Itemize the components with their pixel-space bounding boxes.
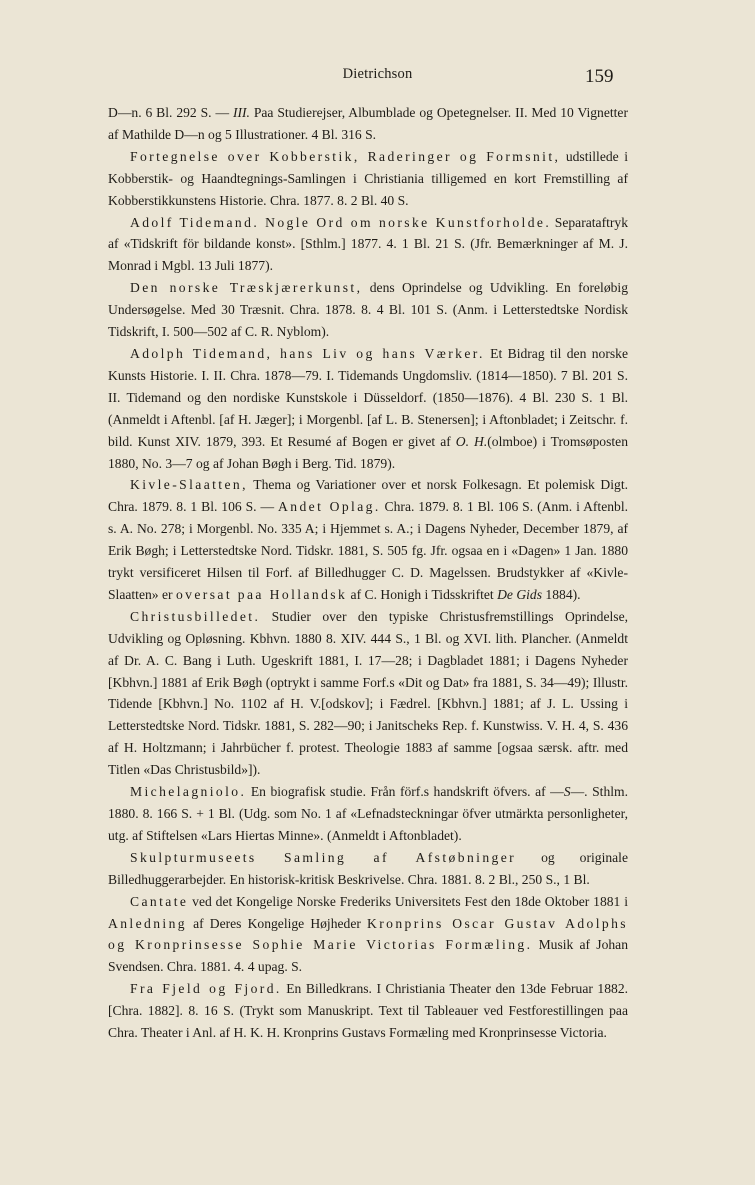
entry-text: Et Bidrag til den norske Kunsts Historie. I. II. Chra. 1878—79. I. Tidemands Ungdomsliv. (1814—1850). 7 Bl. 201 S. II. Tidemand og den nordiske Kunstskole i Düsseldorf. (1850—1876). 4 Bl. 230 S. 1 Bl. (Anmeldt i Aftenbl. [af H. Jæger]; i Morgenbl. [af L. B. Stenersen]; i Aftonbladet; i Zeitschr. f. bild. Kunst XIV. 1879, 393. Et Resumé af Bogen er givet af bbox=[108, 345, 628, 449]
entry-text: af Deres Kongelige Højheder bbox=[187, 915, 368, 931]
spaced-title: Adolph Tidemand, hans Liv og hans Værker. bbox=[130, 345, 485, 361]
entry-text: Studier over den typiske Christusfremstillings Oprindelse, Udvikling og Opløsning. Kbhvn. 1880 8. XIV. 444 S., 1 Bl. og XVI. lith. Plancher. (Anmeldt af Dr. A. C. Bang i Luth. Ugeskrift 1881, I. 17—28; i Dagbladet 1881; i Dagens Nyheder [Kbhvn.] 1881 af Erik Bøgh (optrykt i samme Forf.s «Dit og Dat» fra 1881, S. 34—49); Illustr. Tidende [Kbhvn.] No. 1102 af H. V.[odskov]; i Fædrel. [Kbhvn.] 1881; af J. L. Ussing i Letterstedtske Nord. Tidskr. 1881, S. 282—90; i Janitscheks Rep. f. Kunstwiss. V. H. 4, S. 436 af H. Holtzmann; i Jahrbücher f. protest. Theologie 1883 af samme [ogsaa særsk. aftr. med Titlen «Das Christusbild»]). bbox=[108, 608, 628, 778]
entry-text: dens Oprindelse og Udvikling. En foreløbig Undersøgelse. Med 30 Træsnit. Chra. 1878. 8. 4 Bl. 101 S. (Anm. i Letterstedtske Nordisk Tidskrift, I. 500—502 af C. R. Nyblom). bbox=[108, 280, 628, 340]
bibliography-entry bbox=[108, 277, 628, 343]
spaced-title: Kronprins Oscar Gustav Adolphs og Kronprinsesse Sophie Marie Victorias Formæling. bbox=[108, 915, 628, 953]
bibliography-entry bbox=[108, 891, 628, 979]
spaced-title: Christusbilledet. bbox=[130, 608, 261, 624]
spaced-title: oversat paa Hollandsk bbox=[175, 586, 348, 602]
italic-text: O. H. bbox=[455, 433, 488, 449]
entry-text: D—n. 6 Bl. 292 S. — bbox=[108, 105, 233, 120]
entry-text: 1884). bbox=[542, 586, 581, 602]
entry-text: Paa Studierejser, Albumblade og Opetegnelser. II. Med 10 Vignetter af Mathilde D—n og 5 Illustrationer. 4 Bl. 316 S. bbox=[108, 105, 628, 142]
entry-text: Musik af Johan Svendsen. Chra. 1881. 4. 4 upag. S. bbox=[108, 937, 628, 975]
bibliography-entry bbox=[108, 102, 628, 146]
bibliography-text bbox=[108, 102, 628, 1044]
entry-text: (olmboe) i Tromsøposten 1880, No. 3—7 og af Johan Bøgh i Berg. Tid. 1879). bbox=[108, 433, 628, 471]
bibliography-entry bbox=[108, 212, 628, 278]
entry-text: ved det Kongelige Norske Frederiks Universitets Fest den 18de Oktober 1881 i bbox=[188, 893, 628, 909]
entry-text: og originale Billedhuggerarbejder. En historisk-kritisk Beskrivelse. Chra. 1881. 8. 2 Bl., 250 S., 1 Bl. bbox=[108, 849, 628, 887]
bibliography-entry bbox=[108, 474, 628, 605]
bibliography-entry bbox=[108, 146, 628, 212]
spaced-title: Andet Oplag. bbox=[278, 499, 381, 515]
entry-text: Separataftryk af «Tidskrift för bildande konst». [Sthlm.] 1877. 4. 1 Bl. 21 S. (Jfr. Bemærkninger af M. J. Monrad i Mgbl. 13 Juli 1877). bbox=[108, 214, 628, 274]
entry-text: En Billedkrans. I Christiania Theater den 13de Februar 1882. [Chra. 1882]. 8. 16 S. (Trykt som Manuskript. Text til Tableauer ved Festforestillingen paa Chra. Theater i Anl. af H. K. H. Kronprins Gustavs Formæling med Kronprinsesse Victoria. bbox=[108, 981, 629, 1041]
spaced-title: Michelagniolo. bbox=[130, 784, 247, 800]
entry-text: udstillede i Kobberstik- og Haandtegnings-Samlingen i Christiania tilligemed en kort Fremstilling af Kobberstikkunstens Historie. Chra. 1877. 8. 2 Bl. 40 S. bbox=[108, 148, 629, 208]
spaced-title: Adolf Tidemand. Nogle Ord om norske Kunstforholde. bbox=[130, 214, 552, 230]
bibliography-entry bbox=[108, 978, 628, 1044]
spaced-title: Den norske Træskjærerkunst, bbox=[130, 280, 363, 296]
entry-text: Thema og Variationer over et norsk Folkesagn. Et polemisk Digt. Chra. 1879. 8. 1 Bl. 106 S. — bbox=[108, 477, 628, 515]
spaced-title: Skulpturmuseets Samling af Afstøbninger bbox=[130, 849, 517, 865]
italic-text: III. bbox=[232, 105, 250, 120]
italic-text: De Gids bbox=[497, 586, 543, 602]
entry-text: Chra. 1879. 8. 1 Bl. 106 S. (Anm. i Aftenbl. s. A. No. 278; i Morgenbl. No. 335 A; i Hjemmet s. A.; i Dagens Nyheder, December 1879, af Erik Bøgh; i Letterstedtske Nord. Tidskr. 1881, S. 505 fg. Jfr. ogsaa en i «Dagen» 1 Jan. 1880 trykt versificeret Hilsen til Forf. af Billedhugger C. D. Magelssen. Brudstykker af «Kivle-Slaatten» er bbox=[108, 499, 628, 602]
entry-text: En biografisk studie. Från förf.s handskrift öfvers. af — bbox=[246, 784, 564, 800]
running-head: Dietrichson bbox=[342, 66, 413, 82]
spaced-title: Cantate bbox=[130, 893, 189, 909]
bibliography-entry bbox=[108, 343, 628, 474]
spaced-title: Kivle-Slaatten, bbox=[130, 477, 248, 493]
spaced-title: Fra Fjeld og Fjord. bbox=[130, 981, 282, 997]
bibliography-entry bbox=[108, 606, 628, 781]
spaced-title: Anledning bbox=[108, 915, 187, 931]
italic-text: S bbox=[563, 784, 571, 800]
page-number: 159 bbox=[585, 66, 614, 87]
spaced-title: Fortegnelse over Kobberstik, Raderinger og Formsnit, bbox=[130, 148, 561, 164]
bibliography-entry bbox=[108, 847, 628, 891]
entry-text: af C. Honigh i Tidsskriftet bbox=[347, 586, 498, 602]
bibliography-entry bbox=[108, 781, 628, 847]
entry-text: —. Sthlm. 1880. 8. 166 S. + 1 Bl. (Udg. som No. 1 af «Lefnadsteckningar öfver utmärkta personligheter, utg. af Stiftelsen «Lars Hiertas Minne». (Anmeldt i Aftonbladet). bbox=[108, 784, 628, 843]
